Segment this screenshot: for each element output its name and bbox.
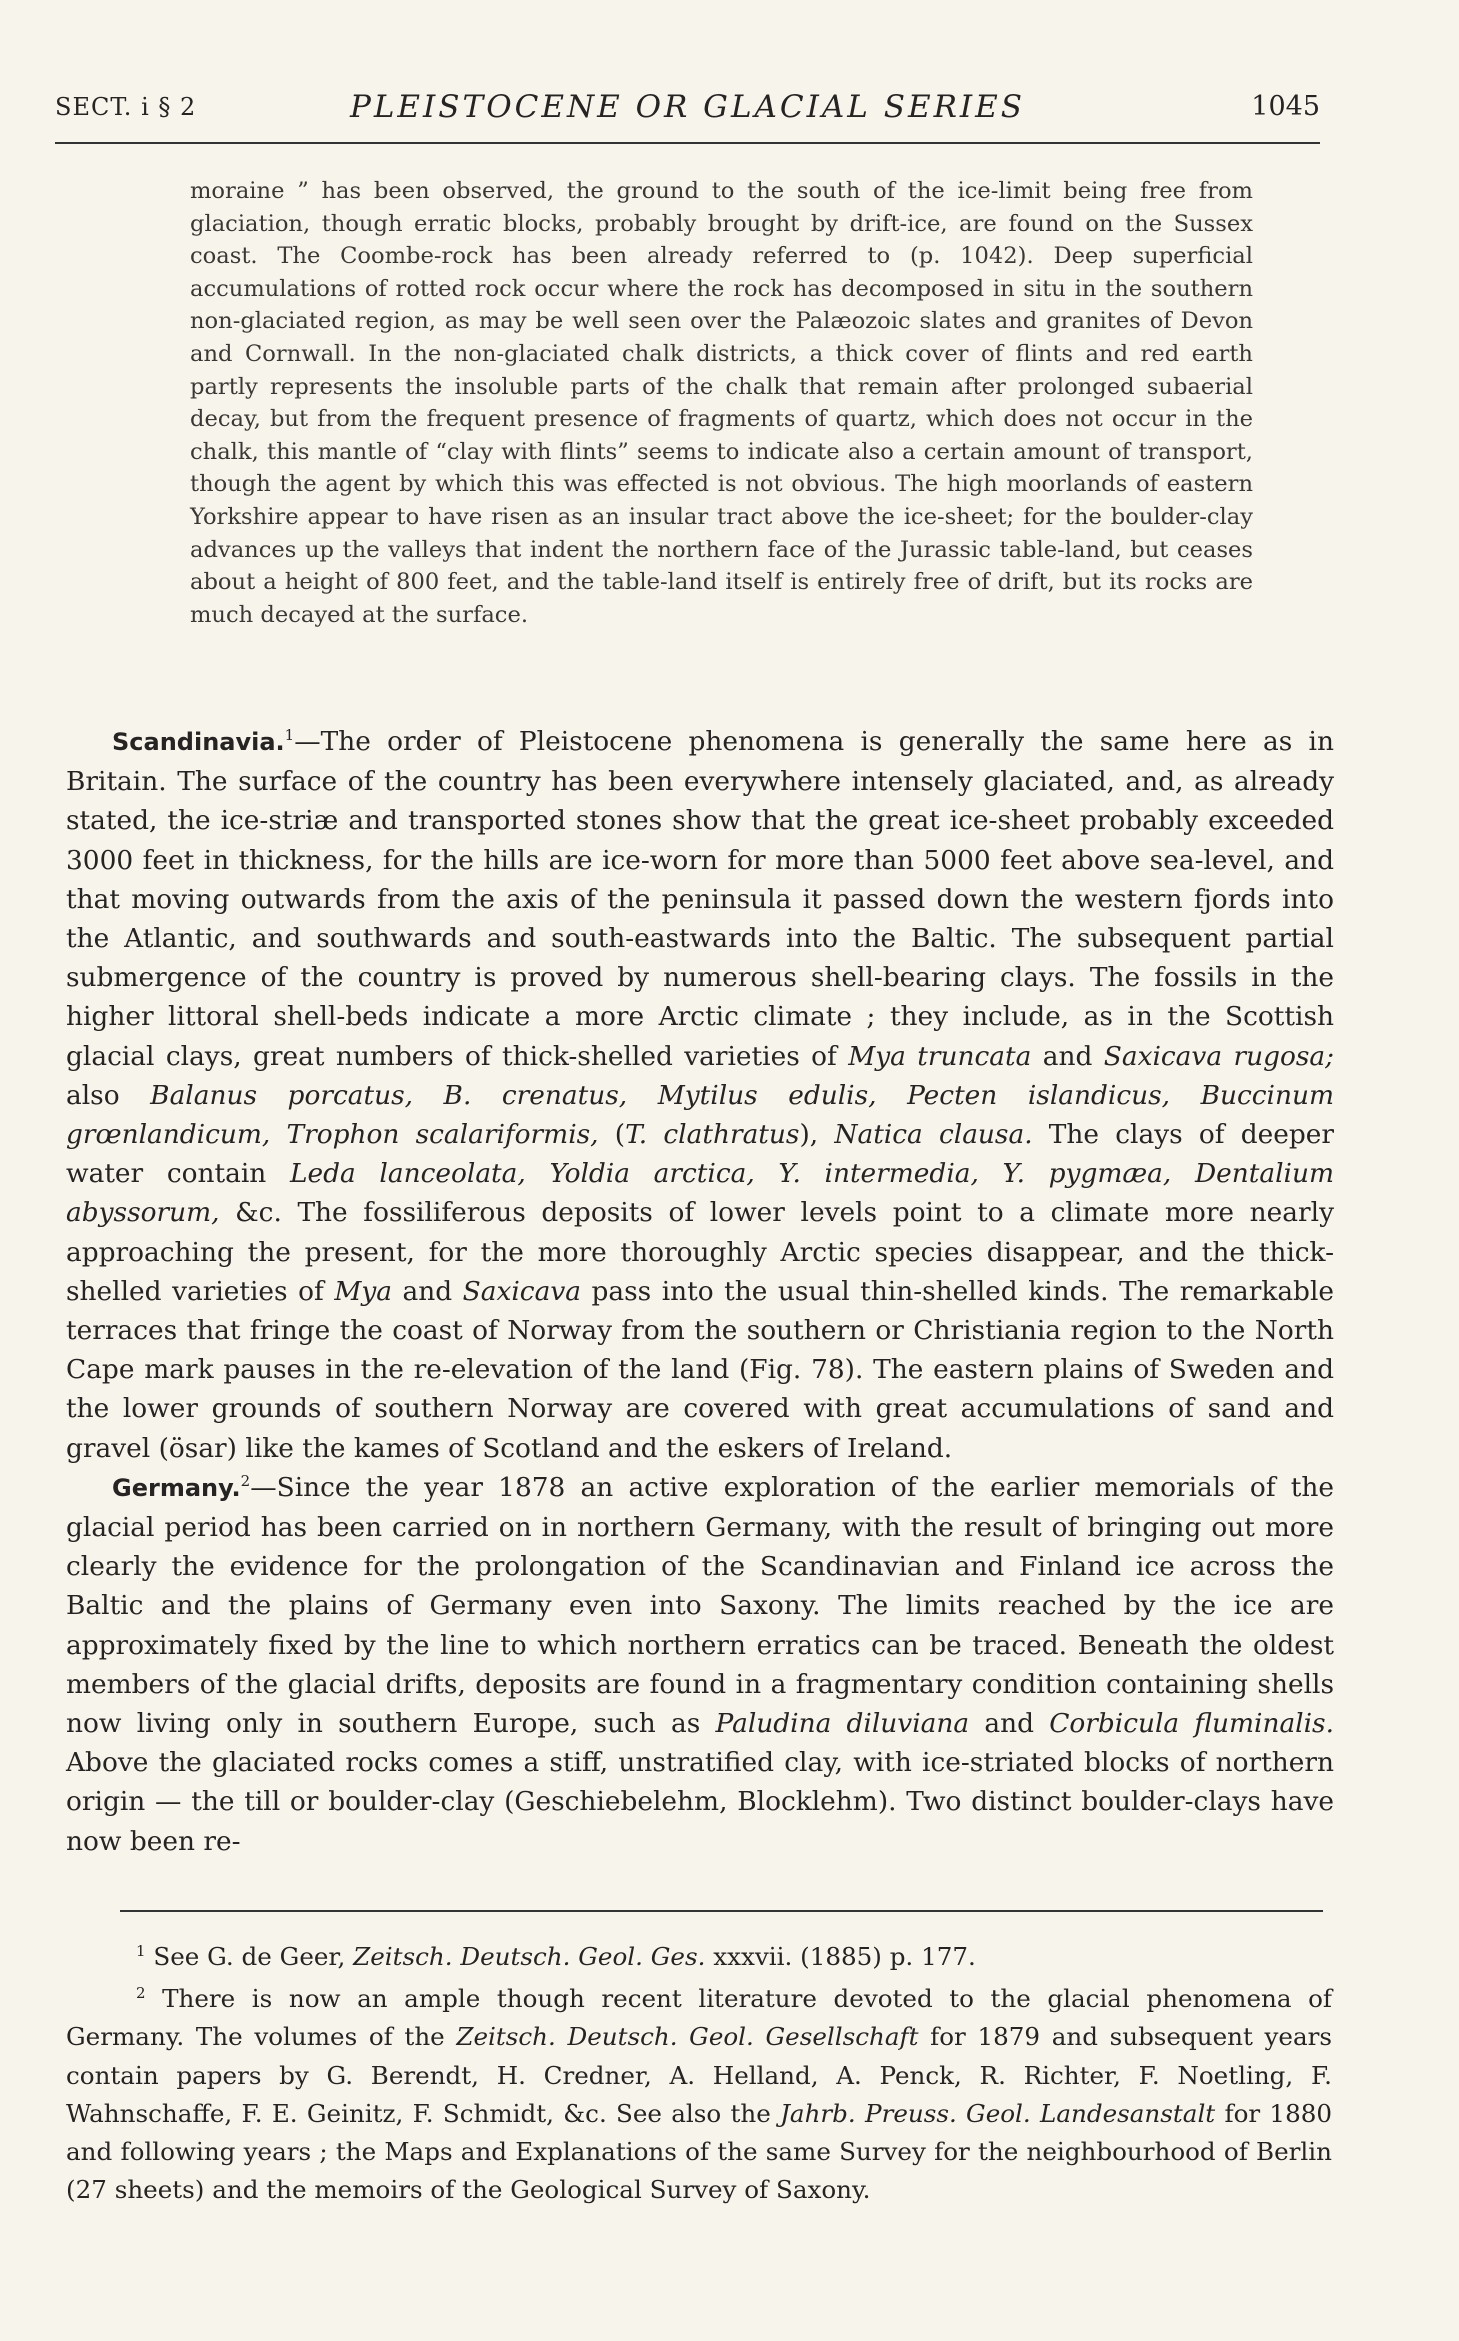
- species-name: Corbicula fluminalis.: [1049, 1708, 1334, 1740]
- journal-title: Zeitsch. Deutsch. Geol. Ges.: [353, 1942, 706, 1971]
- section-label: SECT. i § 2: [55, 93, 197, 121]
- footnote-ref-1[interactable]: 1: [284, 726, 295, 745]
- footnote-1: $^1$ See G. de Geer, Zeitsch. Deutsch. Geol. Ges. xxxvii. (1885) p. 177.: [136, 1941, 976, 1971]
- footnote-number: 2: [136, 1984, 146, 2003]
- footnote-2: $^2$ There is now an ample though recent literature devoted to the glacial phenomena of Germany. The volumes of the Zeitsch. Deutsch. Geol. Gesellschaft for 1879 and subsequent years contain papers by G. Berendt, H. Credner, A. Helland, A. Penck, R. Richter, F. Noetling, F. Wahnschaffe, F. E. Geinitz, F. Schmidt, &c. See also the Jahrb. Preuss. Geol. Landesanstalt for 1880 and following years ; the Maps and Explanations of the same Survey for the neighbourhood of Berlin (27 sheets) and the memoirs of the Geological Survey of Saxony.: [66, 1984, 1333, 2205]
- header-rule: [55, 142, 1320, 144]
- species-name: Paludina diluviana: [715, 1708, 970, 1740]
- main-text: [66, 722, 1334, 1861]
- running-title: PLEISTOCENE OR GLACIAL SERIES: [349, 89, 1026, 125]
- small-type-paragraph: moraine ” has been observed, the ground to the south of the ice-limit being free from glaciation, though erratic blocks, probably brought by drift-ice, are found on the Sussex coast. The Coombe-rock has been already referred to (p. 1042). Deep superficial accumulations of rotted rock occur where the rock has decomposed in situ in the southern non-glaciated region, as may be well seen over the Palæozoic slates and granites of Devon and Cornwall. In the non-glaciated chalk districts, a thick cover of flints and red earth partly represents the insoluble parts of the chalk that remain after prolonged subaerial decay, but from the frequent presence of fragments of quartz, which does not occur in the chalk, this mantle of “clay with flints” seems to indicate also a certain amount of transport, though the agent by which this was effected is not obvious. The high moorlands of eastern Yorkshire appear to have risen as an insular tract above the ice-sheet; for the boulder-clay advances up the valleys that indent the northern face of the Jurassic table-land, but ceases about a height of 800 feet, and the table-land itself is entirely free of drift, but its rocks are much decayed at the surface.: [190, 178, 1253, 628]
- germany-paragraph: Germany.$^2$—Since the year 1878 an active exploration of the earlier memorials of the glacial period has been carried on in northern Germany, with the result of bringing out more clearly the evidence for the prolongation of the Scandinavian and Finland ice across the Baltic and the plains of Germany even into Saxony. The limits reached by the ice are approximately fixed by the line to which northern erratics can be traced. Beneath the oldest members of the glacial drifts, deposits are found in a fragmentary condition containing shells now living only in southern Europe, such as Paludina diluviana and Corbicula fluminalis. Above the glaciated rocks comes a stiff, unstratified clay, with ice-striated blocks of northern origin — the till or boulder-clay (Geschiebelehm, Blocklehm). Two distinct boulder-clays have now been re-: [66, 1471, 1334, 1857]
- germany-heading: Germany.: [112, 1473, 241, 1502]
- species-name: Balanus porcatus, B. crenatus, Mytilus edulis, Pecten islandicus, Buccinum grœnlandicum, Trophon scalariformis,: [66, 1079, 1335, 1151]
- species-name: T. clathratus: [625, 1119, 800, 1151]
- species-name: Natica clausa.: [834, 1119, 1033, 1151]
- journal-title: Jahrb. Preuss. Geol. Landesanstalt: [780, 2098, 1216, 2128]
- page-header: [55, 82, 1320, 132]
- scandinavia-paragraph: Scandinavia.$^1$—The order of Pleistocene phenomena is generally the same here as in Britain. The surface of the country has been everywhere intensely glaciated, and, as already stated, the ice-striæ and transported stones show that the great ice-sheet probably exceeded 3000 feet in thickness, for the hills are ice-worn for more than 5000 feet above sea-level, and that moving outwards from the axis of the peninsula it passed down the western fjords into the Atlantic, and southwards and south-eastwards into the Baltic. The subsequent partial submergence of the country is proved by numerous shell-bearing clays. The fossils in the higher littoral shell-beds indicate a more Arctic climate ; they include, as in the Scottish glacial clays, great numbers of thick-shelled varieties of Mya truncata and Saxicava rugosa; also Balanus porcatus, B. crenatus, Mytilus edulis, Pecten islandicus, Buccinum grœnlandicum, Trophon scalariformis, (T. clathratus), Natica clausa. The clays of deeper water contain Leda lanceolata, Yoldia arctica, Y. intermedia, Y. pygmæa, Dentalium abyssorum, &c. The fossiliferous deposits of lower levels point to a climate more nearly approaching the present, for the more thoroughly Arctic species disappear, and the thick-shelled varieties of Mya and Saxicava pass into the usual thin-shelled kinds. The remarkable terraces that fringe the coast of Norway from the southern or Christiania region to the North Cape mark pauses in the re-elevation of the land (Fig. 78). The eastern plains of Sweden and the lower grounds of southern Norway are covered with great accumulations of sand and gravel (ösar) like the kames of Scotland and the eskers of Ireland.: [66, 726, 1335, 1464]
- scandinavia-heading: Scandinavia.: [112, 728, 285, 756]
- species-name: Saxicava: [462, 1275, 581, 1307]
- species-name: Leda lanceolata, Yoldia arctica, Y. intermedia, Y. pygmæa, Dentalium abyssorum,: [66, 1158, 1334, 1229]
- footnotes: [66, 1938, 1332, 2213]
- species-name: Saxicava rugosa;: [1103, 1040, 1335, 1072]
- species-name: Mya truncata: [848, 1040, 1032, 1072]
- species-name: Mya: [334, 1275, 392, 1307]
- page-number: 1045: [1251, 91, 1320, 122]
- footnote-number: 1: [136, 1941, 146, 1960]
- footnote-ref-2[interactable]: 2: [240, 1472, 251, 1491]
- footnote-rule: [120, 1910, 1323, 1912]
- journal-title: Zeitsch. Deutsch. Geol. Gesellschaft: [456, 2022, 919, 2052]
